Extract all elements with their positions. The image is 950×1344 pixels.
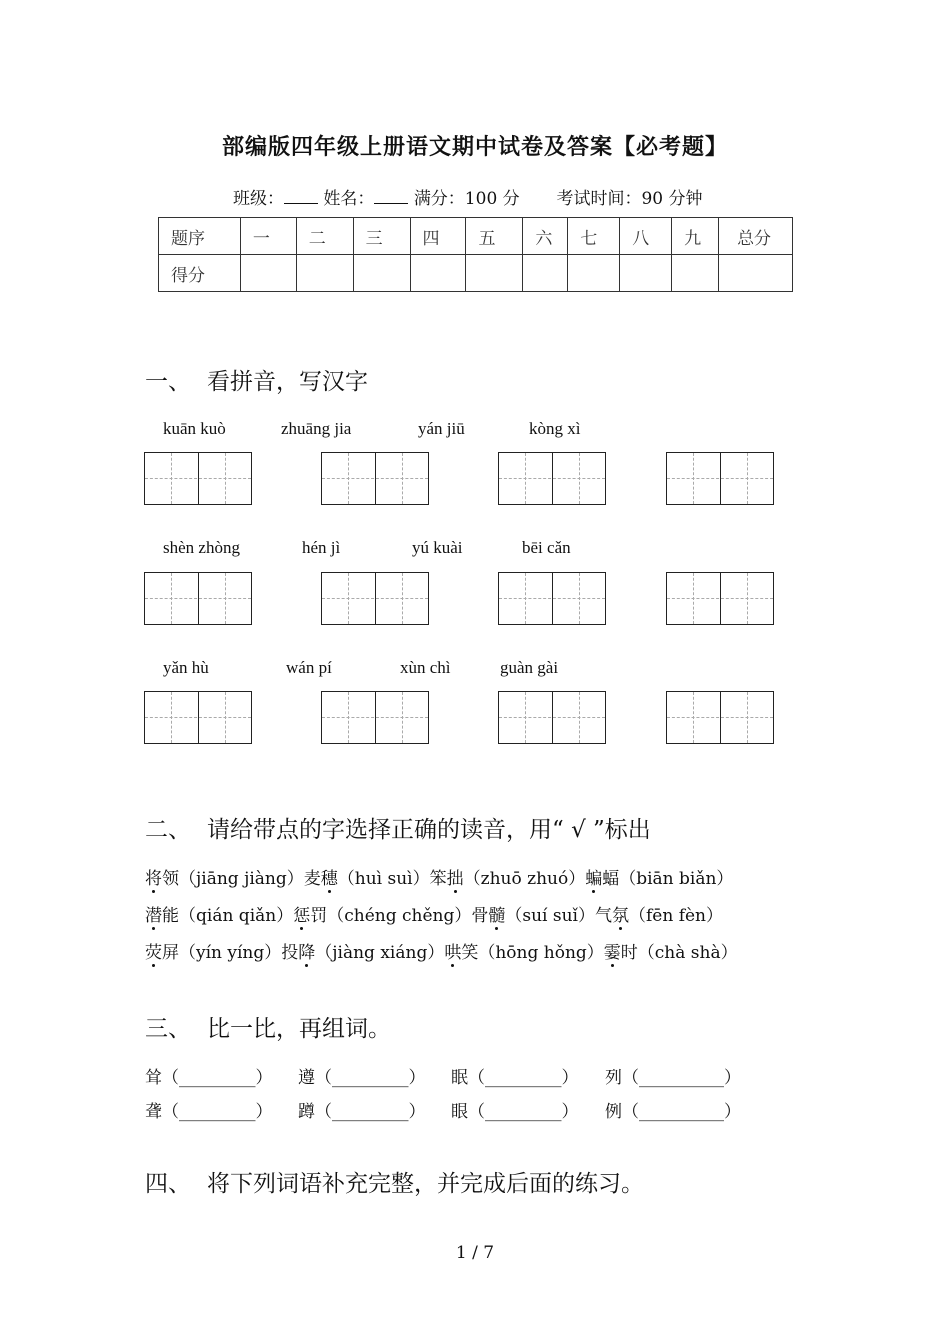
writing-grid[interactable] <box>321 691 429 744</box>
section-number: 四、 <box>145 1171 191 1197</box>
reading-line-3 <box>145 938 738 963</box>
reading-item[interactable]: 将领（jiāng jiàng） <box>145 869 304 889</box>
pinyin-label: bēi cǎn <box>522 538 571 557</box>
table-cell: 九 <box>672 218 719 255</box>
pinyin-label: yán jiū <box>418 419 465 438</box>
reading-item[interactable]: 骨髓（suí suǐ） <box>471 906 595 926</box>
compare-item[interactable]: 遵（_________） <box>298 1068 426 1088</box>
pinyin-label: zhuāng jia <box>281 419 352 438</box>
reading-item[interactable]: 气氛（fēn fèn） <box>594 906 723 926</box>
score-cell[interactable] <box>568 255 620 292</box>
score-table <box>158 217 793 292</box>
table-cell: 得分 <box>159 255 241 292</box>
score-table-score-row <box>159 255 793 292</box>
page-number: 1 / 7 <box>455 1243 495 1263</box>
pinyin-label: shèn zhòng <box>163 538 240 557</box>
compare-item[interactable]: 眠（_________） <box>451 1068 579 1088</box>
section-number: 二、 <box>145 817 191 843</box>
pinyin-label: yǎn hù <box>163 658 209 677</box>
writing-grid[interactable] <box>666 452 774 505</box>
writing-grid[interactable] <box>144 452 252 505</box>
section-title: 比一比，再组词。 <box>207 1016 391 1042</box>
score-cell[interactable] <box>719 255 793 292</box>
section-1-heading <box>145 363 368 396</box>
score-cell[interactable] <box>672 255 719 292</box>
reading-item[interactable]: 笨拙（zhuō zhuó） <box>429 869 586 889</box>
compare-item[interactable]: 列（__________） <box>605 1068 741 1088</box>
writing-grid[interactable] <box>498 452 606 505</box>
name-label: 姓名： <box>323 189 375 209</box>
score-cell[interactable] <box>620 255 672 292</box>
reading-item[interactable]: 麦穗（huì suì） <box>303 869 430 889</box>
section-title: 看拼音，写汉字 <box>207 369 368 395</box>
score-cell[interactable] <box>353 255 410 292</box>
table-cell: 七 <box>568 218 620 255</box>
reading-item[interactable]: 蝙蝠（biān biǎn） <box>585 869 734 889</box>
pinyin-label: hén jì <box>302 538 341 557</box>
table-cell: 总分 <box>719 218 793 255</box>
writing-grid[interactable] <box>321 572 429 625</box>
writing-grid[interactable] <box>144 691 252 744</box>
pinyin-label: kòng xì <box>529 419 581 438</box>
table-cell: 三 <box>353 218 410 255</box>
score-cell[interactable] <box>466 255 523 292</box>
writing-grid[interactable] <box>666 572 774 625</box>
reading-line-2 <box>145 901 723 926</box>
writing-grid[interactable] <box>321 452 429 505</box>
reading-item[interactable]: 惩罚（chéng chěng） <box>293 906 472 926</box>
page-title: 部编版四年级上册语文期中试卷及答案【必考题】 <box>221 134 728 160</box>
reading-line-1 <box>145 864 733 889</box>
name-blank[interactable] <box>374 189 408 204</box>
compare-item[interactable]: 耸（_________） <box>145 1068 273 1088</box>
compare-item[interactable]: 眼（_________） <box>451 1102 579 1122</box>
compare-item[interactable]: 聋（_________） <box>145 1102 273 1122</box>
table-cell: 四 <box>410 218 466 255</box>
pinyin-label: kuān kuò <box>163 419 226 438</box>
section-title: 请给带点的字选择正确的读音，用“ √ ”标出 <box>207 817 651 843</box>
reading-item[interactable]: 潜能（qián qiǎn） <box>145 906 294 926</box>
writing-grid[interactable] <box>144 572 252 625</box>
writing-grid[interactable] <box>666 691 774 744</box>
section-4-heading <box>145 1165 644 1198</box>
writing-grid[interactable] <box>498 572 606 625</box>
reading-item[interactable]: 投降（jiàng xiáng） <box>281 943 445 963</box>
reading-item[interactable]: 荧屏（yín yíng） <box>145 943 282 963</box>
section-2-heading <box>145 811 651 844</box>
score-cell[interactable] <box>410 255 466 292</box>
compare-item[interactable]: 蹲（_________） <box>298 1102 426 1122</box>
class-blank[interactable] <box>284 189 318 204</box>
score-cell[interactable] <box>296 255 353 292</box>
time-label: 考试时间：90 分钟 <box>556 189 703 209</box>
pinyin-label: yú kuài <box>412 538 463 557</box>
section-3-heading <box>145 1010 391 1043</box>
pinyin-label: wán pí <box>286 658 332 677</box>
section-number: 三、 <box>145 1016 191 1042</box>
table-cell: 一 <box>240 218 296 255</box>
class-label: 班级： <box>233 189 284 209</box>
section-title: 将下列词语补充完整，并完成后面的练习。 <box>207 1171 644 1197</box>
section-number: 一、 <box>145 369 191 395</box>
reading-item[interactable]: 霎时（chà shà） <box>603 943 738 963</box>
table-cell: 六 <box>523 218 568 255</box>
pinyin-label: guàn gài <box>500 658 559 677</box>
score-cell[interactable] <box>523 255 568 292</box>
score-label: 满分：100 分 <box>413 189 520 209</box>
table-cell: 题序 <box>159 218 241 255</box>
table-cell: 五 <box>466 218 523 255</box>
reading-item[interactable]: 哄笑（hōng hǒng） <box>444 943 604 963</box>
table-cell: 八 <box>620 218 672 255</box>
table-cell: 二 <box>296 218 353 255</box>
score-cell[interactable] <box>240 255 296 292</box>
exam-meta <box>233 184 703 209</box>
writing-grid[interactable] <box>498 691 606 744</box>
pinyin-label: xùn chì <box>400 658 451 677</box>
compare-item[interactable]: 例（__________） <box>605 1102 741 1122</box>
score-table-header-row <box>159 218 793 255</box>
